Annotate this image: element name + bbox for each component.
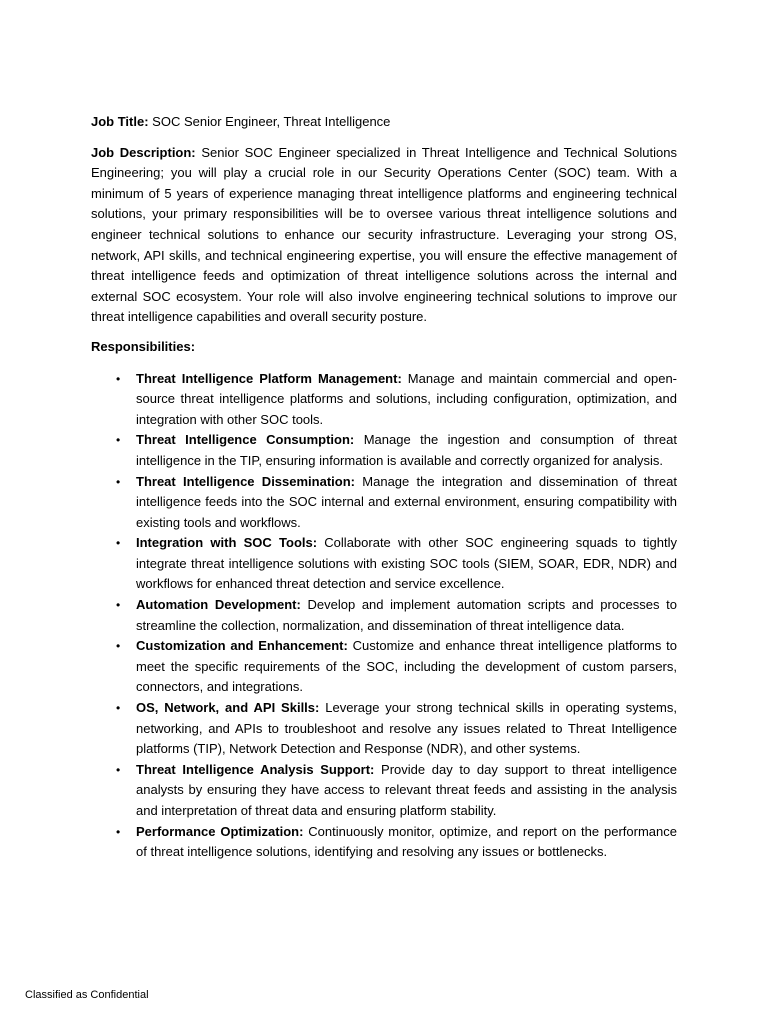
- responsibility-text: Customize and enhance threat intelligence platforms to meet the specific requirements of the SOC, including the development of custom parsers, connectors, and integrations.: [136, 638, 677, 695]
- bullet-icon: •: [116, 762, 121, 777]
- responsibility-item: [91, 595, 677, 636]
- responsibility-item: [91, 369, 677, 431]
- job-title-line: [91, 112, 677, 133]
- bullet-icon: •: [116, 598, 121, 613]
- bullet-icon: •: [116, 824, 121, 839]
- responsibility-label: Threat Intelligence Dissemination:: [136, 473, 355, 489]
- responsibility-text: Manage the integration and dissemination of threat intelligence feeds into the SOC internal and external environment, ensuring compatibility with existing tools and workflows.: [136, 473, 677, 530]
- job-title-label: Job Title:: [91, 114, 149, 129]
- bullet-icon: •: [116, 474, 121, 489]
- responsibility-item: [91, 533, 677, 595]
- responsibility-label: Customization and Enhancement:: [136, 638, 348, 654]
- responsibility-item: [91, 472, 677, 534]
- bullet-icon: •: [116, 371, 121, 386]
- job-description-text: Senior SOC Engineer specialized in Threat Intelligence and Technical Solutions Engineering; you will play a crucial role in our Security Operations Center (SOC) team. With a minimum of 5 years of experience managing threat intelligence platforms and engineering technical solutions, your primary responsibilities will be to oversee various threat intelligence solutions and engineer technical solutions to enhance our security infrastructure. Leveraging your strong OS, network, API skills, and technical engineering expertise, you will ensure the effective management of threat intelligence feeds and optimization of threat intelligence solutions across the internal and external SOC ecosystem. Your role will also involve engineering technical solutions to improve our threat intelligence capabilities and overall security posture.: [91, 144, 677, 325]
- responsibility-text: Develop and implement automation scripts and processes to streamline the collection, normalization, and dissemination of threat intelligence data.: [136, 597, 677, 633]
- document-body: [91, 112, 677, 863]
- responsibility-item: [91, 822, 677, 863]
- responsibility-text: Collaborate with other SOC engineering squads to tightly integrate threat intelligence solutions with existing SOC tools (SIEM, SOAR, EDR, NDR) and workflows for enhanced threat detection and service excellence.: [136, 535, 677, 592]
- responsibility-label: OS, Network, and API Skills:: [136, 700, 320, 716]
- responsibilities-heading: Responsibilities:: [91, 338, 196, 354]
- job-description-label: Job Description:: [91, 144, 196, 160]
- bullet-icon: •: [116, 433, 121, 448]
- responsibility-label: Performance Optimization:: [136, 823, 304, 839]
- bullet-icon: •: [116, 639, 121, 654]
- responsibility-text: Provide day to day support to threat intelligence analysts by ensuring they have access to relevant threat feeds and assisting in the analysis and interpretation of threat data and ensuring platform stability.: [136, 761, 677, 818]
- responsibility-label: Automation Development:: [136, 597, 301, 613]
- responsibility-text: Continuously monitor, optimize, and report on the performance of threat intelligence solutions, identifying and resolving any issues or bottlenecks.: [136, 823, 677, 860]
- responsibility-text: Leverage your strong technical skills in operating systems, networking, and APIs to troubleshoot and resolve any issues related to Threat Intelligence platforms (TIP), Network Detection and Response (NDR), and other systems.: [136, 700, 677, 757]
- responsibility-item: [91, 636, 677, 698]
- classification-footer: Classified as Confidential: [25, 989, 149, 1001]
- responsibility-item: [91, 698, 677, 760]
- bullet-icon: •: [116, 701, 121, 716]
- responsibility-label: Threat Intelligence Analysis Support:: [136, 761, 375, 777]
- responsibility-label: Threat Intelligence Consumption:: [136, 432, 355, 448]
- job-description-paragraph: [91, 143, 677, 328]
- responsibility-item: [91, 760, 677, 822]
- responsibility-label: Threat Intelligence Platform Management:: [136, 370, 402, 386]
- bullet-icon: •: [116, 536, 121, 551]
- responsibility-text: Manage and maintain commercial and open-source threat intelligence platforms and solutions, including configuration, optimization, and integration with other SOC tools.: [136, 370, 677, 427]
- job-title-value: SOC Senior Engineer, Threat Intelligence: [152, 114, 391, 129]
- responsibility-label: Integration with SOC Tools:: [136, 535, 318, 551]
- responsibility-text: Manage the ingestion and consumption of threat intelligence in the TIP, ensuring information is available and correctly organized for analysis.: [136, 432, 677, 468]
- responsibility-item: [91, 430, 677, 471]
- responsibilities-list: [91, 369, 677, 863]
